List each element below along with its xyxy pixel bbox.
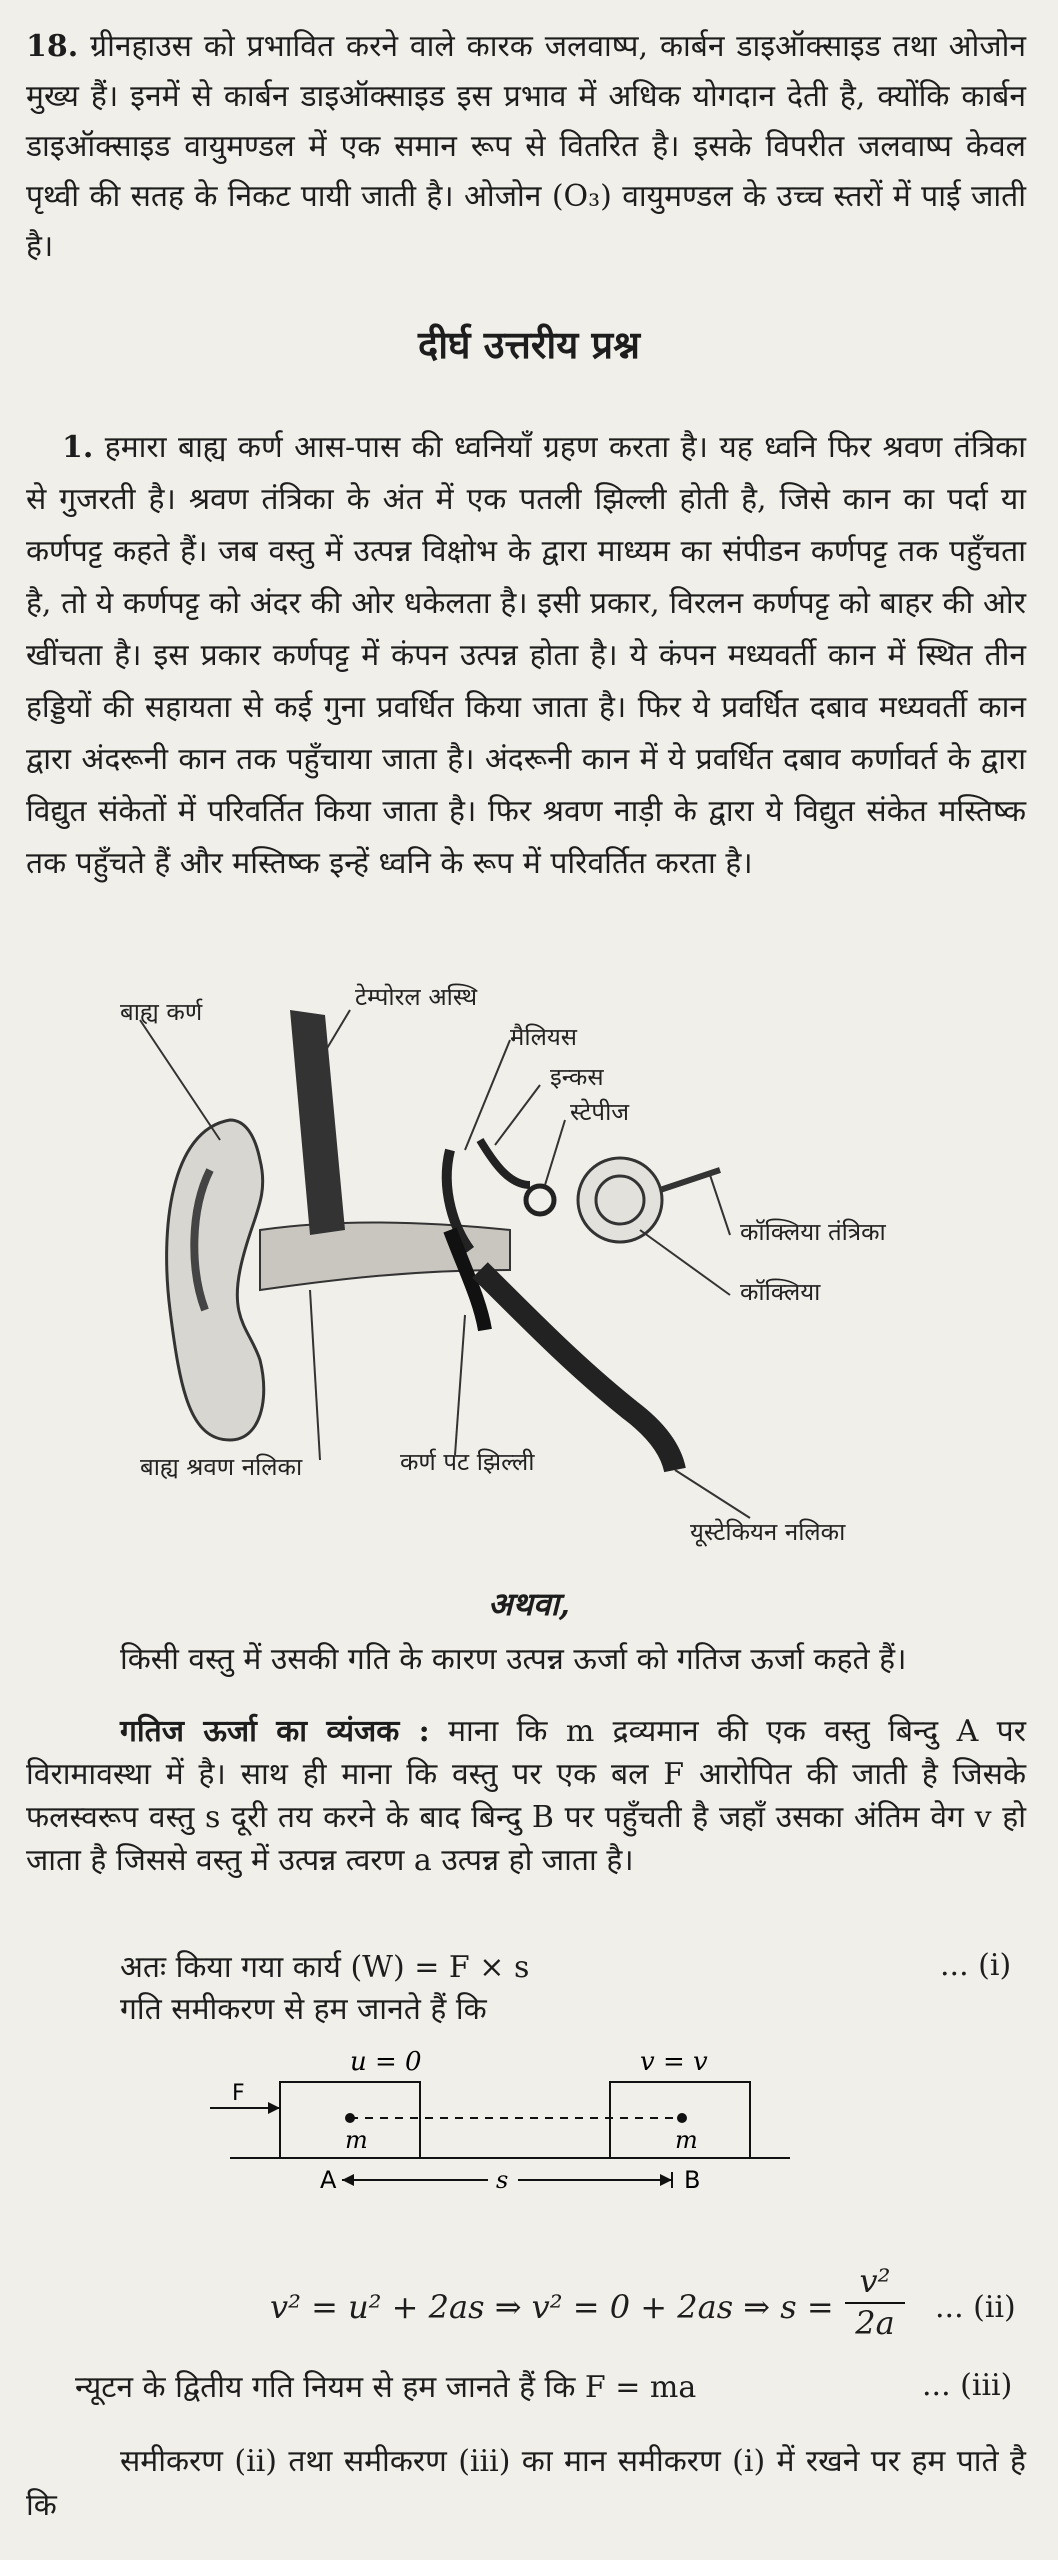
label-eustachian-tube: यूस्टेकियन नलिका (690, 1518, 846, 1546)
kinetic-energy-expression-lead: गतिज ऊर्जा का व्यंजक : (120, 1714, 430, 1749)
fraction-denominator: 2a (855, 2304, 895, 2342)
section-heading: दीर्घ उत्तरीय प्रश्न (418, 322, 640, 367)
cochlea-shape (578, 1158, 662, 1242)
label-malleus: मैलियस (510, 1023, 577, 1051)
outer-ear-shape (167, 1120, 264, 1440)
answer-1-text: हमारा बाह्य कर्ण आस-पास की ध्वनियाँ ग्रहण करता है। यह ध्वनि फिर श्रवण तंत्रिका से गुजरती है। श्रवण तंत्रिका के अंत में एक पतली झिल्ली होती है, जिसे कान का पर्दा या कर्णपट्ट कहते हैं। जब वस्तु में उत्पन्न विक्षोभ के द्वारा माध्यम का संपीडन कर्णपट्ट तक पहुँचता है, तो ये कर्णपट्ट को अंदर की ओर धकेलता है। इसी प्रकार, विरलन कर्णपट्ट को बाहर की ओर खींचता है। इस प्रकार कर्णपट्ट में कंपन उत्पन्न होता है। ये कंपन मध्यवर्ती कान में स्थित तीन हड्डियों की सहायता से कई गुना प्रवर्धित किया जाता है। फिर ये प्रवर्धित दबाव मध्यवर्ती कान द्वारा अंदरूनी कान तक पहुँचाया जाता है। अंदरूनी कान में ये प्रवर्धित दबाव कर्णावर्त के द्वारा विद्युत संकेतों में परिवर्तित किया जाता है। फिर श्रवण नाड़ी के द्वारा ये विद्युत संकेत मस्तिष्क तक पहुँचते हैं और मस्तिष्क इन्हें ध्वनि के रूप में परिवर्तित करता है। (26, 430, 1026, 881)
eustachian-tube-shape (480, 1270, 675, 1470)
distance-arrow-left-head (342, 2174, 354, 2186)
kinetic-energy-expression-text: माना कि m द्रव्यमान की एक वस्तु बिन्दु A पर विरामावस्था में है। साथ ही माना कि वस्तु पर एक बल F आरोपित की जाती है जिसके फलस्वरूप वस्तु s दूरी तय करने के बाद बिन्दु B पर पहुँचती है जहाँ उसका अंतिम वेग v हो जाता है जिससे वस्तु में उत्पन्न त्वरण a उत्पन्न हो जाता है। (26, 1714, 1026, 1878)
label-cochlear-nerve: कॉक्लिया तंत्रिका (740, 1218, 886, 1246)
question-number: 1. (62, 430, 94, 465)
newton-line: न्यूटन के द्वितीय गति नियम से हम जानते हैं कि F = ma (75, 2370, 697, 2405)
ear-diagram (110, 970, 950, 1550)
label-cochlea: कॉक्लिया (740, 1278, 821, 1306)
force-arrow-head (268, 2102, 280, 2114)
label-incus: इन्कस (550, 1063, 604, 1091)
stapes-shape (526, 1186, 554, 1214)
distance-arrow-right-head (660, 2174, 672, 2186)
mass-label-b: m (675, 2126, 698, 2154)
initial-velocity-label: u = 0 (350, 2047, 422, 2077)
final-line: समीकरण (ii) तथा समीकरण (iii) का मान समीकरण (i) में रखने पर हम पाते है कि (26, 2444, 1026, 2523)
label-eardrum: कर्ण पट झिल्ली (400, 1448, 535, 1476)
equation-2-number: ... (ii) (935, 2290, 1016, 2325)
or-heading: अथवा, (487, 1585, 571, 1623)
point-a-label: A (320, 2166, 337, 2190)
label-stapes: स्टेपीज (570, 1098, 630, 1126)
kinetic-energy-definition: किसी वस्तु में उसकी गति के कारण उत्पन्न ऊर्जा को गतिज ऊर्जा कहते हैं। (120, 1642, 907, 1677)
work-line: अतः किया गया कार्य (W) = F × s (120, 1950, 530, 1985)
mass-label-a: m (345, 2126, 368, 2154)
equation-1-number: ... (i) (940, 1948, 1012, 1983)
equation-2: v² = u² + 2as ⇒ v² = 0 + 2as ⇒ s = (270, 2288, 834, 2326)
point-b-label: B (684, 2166, 701, 2190)
fraction-numerator: v² (845, 2262, 905, 2304)
answer-1 (26, 422, 1026, 890)
equation-2-fraction (845, 2262, 905, 2342)
incus-shape (480, 1140, 530, 1185)
answer-18-text: ग्रीनहाउस को प्रभावित करने वाले कारक जलवाष्प, कार्बन डाइऑक्साइड तथा ओजोन मुख्य हैं। इनमें से कार्बन डाइऑक्साइड इस प्रभाव में अधिक योगदान देती है, क्योंकि कार्बन डाइऑक्साइड वायुमण्डल में एक समान रूप से वितरित है। इसके विपरीत जलवाष्प केवल पृथ्वी की सतह के निकट पायी जाती है। ओजोन (O₃) वायुमण्डल के उच्च स्तरों में पाई जाती है। (26, 29, 1026, 264)
kinetic-energy-expression (26, 1710, 1026, 1882)
temporal-bone-shape (290, 1010, 345, 1235)
force-label: F (232, 2081, 245, 2106)
label-temporal-bone: टेम्पोरल अस्थि (355, 983, 478, 1011)
block-motion-diagram (200, 2040, 820, 2190)
label-ear-canal: बाह्य श्रवण नलिका (140, 1453, 303, 1481)
label-outer-ear: बाह्य कर्ण (120, 998, 203, 1026)
question-number: 18. (26, 29, 79, 64)
equation-3-number: ... (iii) (922, 2368, 1013, 2403)
distance-label: s (496, 2166, 509, 2190)
answer-18 (26, 22, 1026, 272)
final-velocity-label: v = v (640, 2047, 708, 2077)
motion-line: गति समीकरण से हम जानते हैं कि (120, 1992, 487, 2027)
